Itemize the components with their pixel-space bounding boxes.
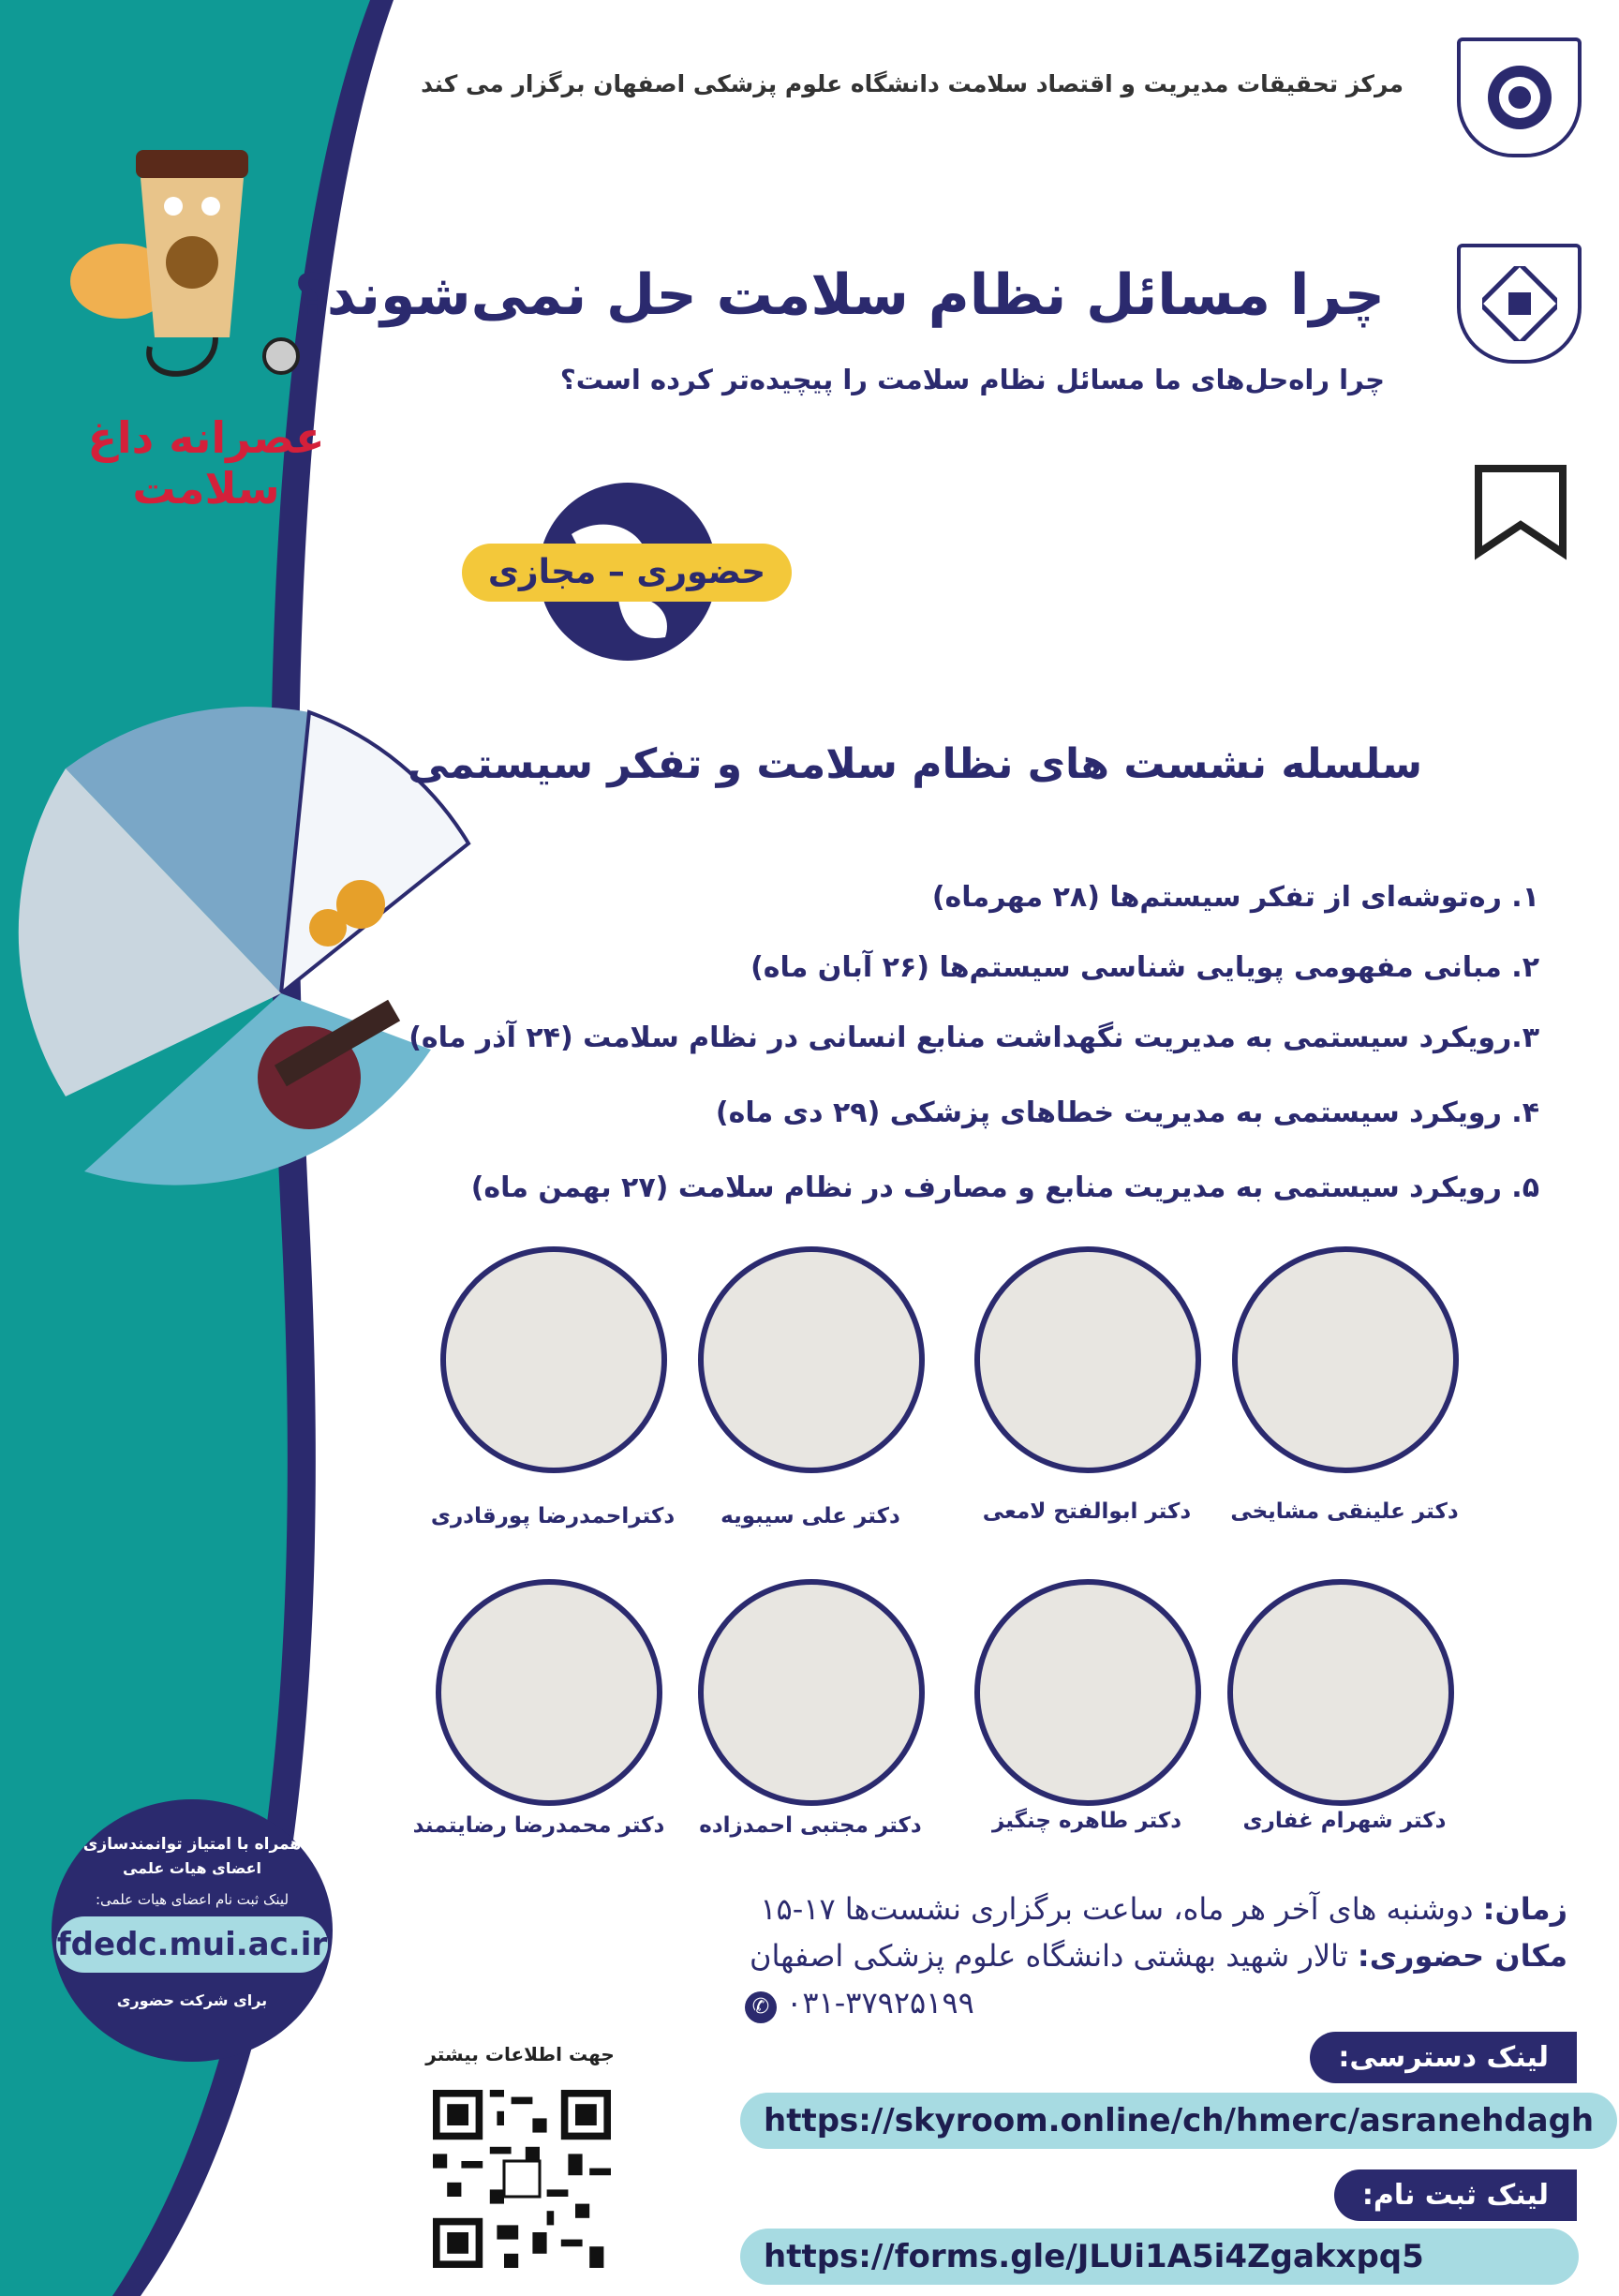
main-title: چرا مسائل نظام سلامت حل نمی‌شوند؟: [294, 262, 1385, 328]
speaker-photo: [698, 1579, 925, 1806]
time-label: زمان:: [1482, 1891, 1567, 1927]
attendance-mode: حضوری – مجازی: [462, 544, 792, 602]
session-item: ۲. مبانی مفهومی پویایی شناسی سیستم‌ها (۲۶ آبان ماه): [750, 951, 1539, 984]
organizer-text: مرکز تحقیقات مدیریت و اقتصاد سلامت دانشگاه علوم پزشکی اصفهان برگزار می کند: [421, 70, 1404, 97]
badge-url[interactable]: fdedc.mui.ac.ir: [56, 1916, 328, 1973]
badge-line: لینک ثبت نام اعضای هیات علمی:: [95, 1891, 290, 1908]
phone-icon: ✆: [745, 1991, 777, 2023]
speaker-name: دکتر شهرام غفاری: [1242, 1809, 1447, 1833]
university-logo: [1457, 37, 1582, 157]
qr-caption: جهت اطلاعات بیشتر: [425, 2043, 615, 2065]
qr-code[interactable]: [433, 2090, 611, 2268]
student-research-logo: [1460, 450, 1582, 572]
speaker-photo: [440, 1246, 667, 1473]
program-name: عصرانه داغ سلامت: [87, 412, 325, 514]
session-item: ۱. ره‌توشه‌ای از تفکر سیستم‌ها (۲۸ مهرماه): [931, 881, 1539, 914]
faculty-credit-badge: [52, 1799, 333, 2062]
speaker-name: دکتر محمدرضا رضایتمند: [412, 1813, 665, 1838]
badge-line: برای شرکت حضوری: [116, 1991, 268, 2009]
phone-info: [745, 1985, 974, 2023]
series-title: سلسله نشست های نظام سلامت و تفکر سیستمی: [407, 740, 1422, 788]
place-value: تالار شهید بهشتی دانشگاه علوم پزشکی اصفهان: [750, 1938, 1348, 1974]
session-item: ۳.رویکرد سیستمی به مدیریت نگهداشت منابع انسانی در نظام سلامت (۲۴ آذر ماه): [408, 1021, 1539, 1054]
access-label: لینک دسترسی:: [1310, 2032, 1577, 2083]
speaker-name: دکتراحمدرضا پورقادری: [430, 1504, 676, 1528]
speaker-name: دکتر ابوالفتح لامعی: [982, 1499, 1192, 1524]
phone-number: ۰۳۱-۳۷۹۲۵۱۹۹: [786, 1985, 974, 2020]
speaker-photo: [974, 1579, 1201, 1806]
speaker-name: دکتر مجتبی احمدزاده: [699, 1813, 922, 1838]
time-info: [760, 1891, 1567, 1927]
speaker-photo: [698, 1246, 925, 1473]
speaker-photo: [436, 1579, 662, 1806]
sub-title: چرا راه‌حل‌های ما مسائل نظام سلامت را پیچیده‌تر کرده است؟: [559, 364, 1385, 395]
speaker-name: دکتر طاهره چنگیز: [991, 1809, 1182, 1833]
place-label: مکان حضوری:: [1357, 1938, 1567, 1974]
speaker-photo: [1232, 1246, 1459, 1473]
badge-line: همراه با امتیاز توانمندسازی: [82, 1835, 302, 1854]
session-item: ۵. رویکرد سیستمی به مدیریت منابع و مصارف در نظام سلامت (۲۷ بهمن ماه): [470, 1171, 1539, 1204]
speaker-photo: [974, 1246, 1201, 1473]
session-item: ۴. رویکرد سیستمی به مدیریت خطاهای پزشکی (۲۹ دی ماه): [715, 1096, 1539, 1129]
research-deputy-logo: [1457, 244, 1582, 364]
badge-line: اعضای هیات علمی: [122, 1859, 262, 1877]
speaker-name: دکتر علی سیبویه: [720, 1504, 900, 1528]
speaker-name: دکتر علینقی مشایخی: [1230, 1499, 1459, 1524]
speaker-photo: [1227, 1579, 1454, 1806]
register-link[interactable]: https://forms.gle/JLUi1A5i4Zgakxpq5: [740, 2229, 1579, 2285]
place-info: [750, 1938, 1567, 1974]
access-link[interactable]: https://skyroom.online/ch/hmerc/asranehdagh: [740, 2093, 1617, 2149]
coffee-cup-illustration: [56, 122, 300, 394]
time-value: دوشنبه های آخر هر ماه، ساعت برگزاری نشست‌ها ۱۷-۱۵: [760, 1891, 1474, 1927]
register-label: لینک ثبت نام:: [1334, 2169, 1577, 2221]
